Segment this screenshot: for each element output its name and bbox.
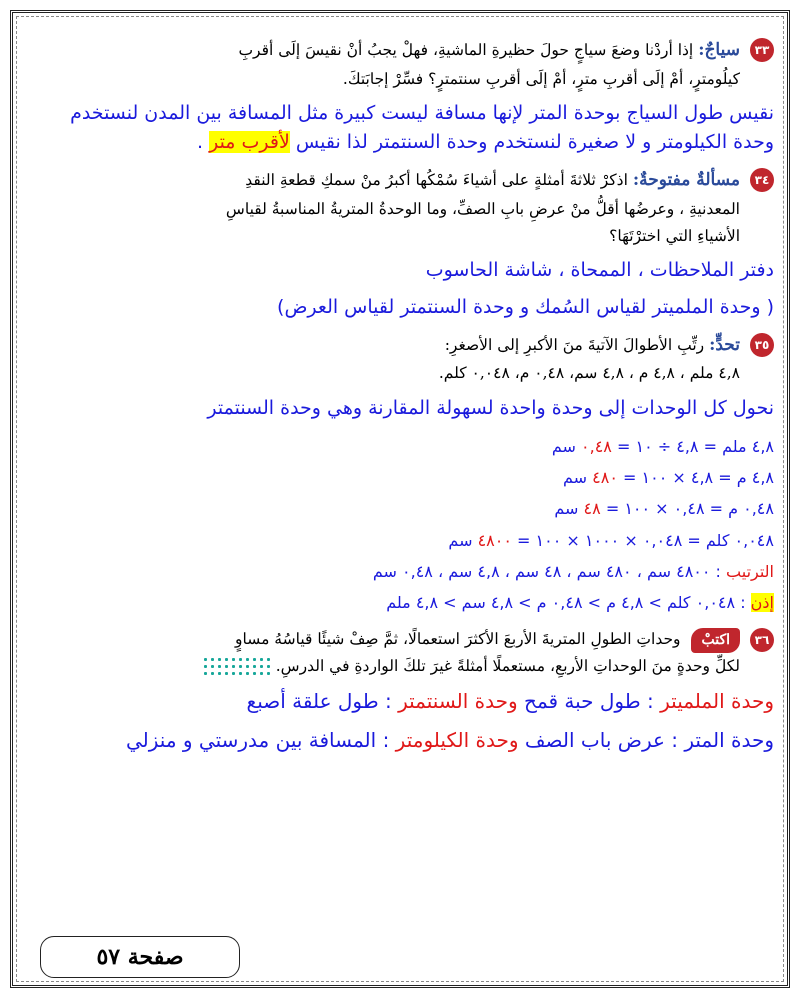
conversion-line: [26, 462, 774, 493]
worksheet-content: [26, 36, 774, 764]
unit-name: وحدة المتر: [684, 728, 774, 753]
conversion-line: [26, 493, 774, 524]
conversion-expression: ٤,٨ م = ٤,٨ × ١٠٠ =: [617, 468, 774, 488]
question-title: سياجٌ:: [698, 40, 740, 60]
write-badge: اكتبْ: [691, 628, 740, 653]
dotted-pattern-icon: [202, 656, 272, 678]
answer-35-intro: نحول كل الوحدات إلى وحدة واحدة لسهولة المقارنة وهي وحدة السنتمتر: [207, 396, 774, 419]
unit-name: وحدة الملميتر: [660, 689, 774, 714]
conversion-result: ٤٨٠: [592, 468, 618, 488]
question-number-badge: ٣٣: [750, 38, 774, 62]
conversion-line: [26, 525, 774, 556]
question-line-1: وحداتِ الطولِ المتريةَ الأربعَ الأكثرَ استعمالًا، ثمَّ صِفْ شيئًا قياسُهُ مساوٍ: [235, 630, 681, 649]
question-36: [26, 626, 774, 680]
answer-end: .: [197, 131, 210, 154]
question-line-3: الأشياءِ التي اخترْتَهَا؟: [609, 226, 740, 245]
conversion-unit: سم: [448, 530, 478, 550]
conclusion-line: [26, 587, 774, 618]
question-line-2: لكلِّ وحدةٍ منَ الوحداتِ الأربعِ، مستعملًا أمثلةً غيرَ تلكَ الواردةِ في الدرسِ.: [275, 657, 740, 676]
conversion-expression: ٤,٨ ملم = ٤,٨ ÷ ١٠ =: [611, 436, 774, 456]
question-title: تحدٍّ:: [709, 334, 740, 355]
ordering-label: الترتيب: [726, 561, 774, 581]
question-line-2: كيلُومترٍ، أمْ إلَى أقربِ مترٍ، أمْ إلَى أقربِ سنتمترٍ؟ فسِّرْ إجابَتكَ.: [342, 69, 740, 88]
conclusion-label: إذن: [750, 592, 774, 612]
conversion-result: ٠,٤٨: [581, 436, 612, 456]
conversion-unit: سم: [554, 499, 584, 519]
question-33: [26, 36, 774, 93]
ordering-text: : ٤٨٠٠ سم ، ٤٨٠ سم ، ٤٨ سم ، ٤,٨ سم ، ٠,٤٨ سم: [372, 561, 727, 581]
question-text: [26, 166, 740, 250]
conversion-unit: سم: [563, 468, 593, 488]
question-text: [26, 331, 740, 388]
conversion-result: ٤٨٠٠: [477, 530, 512, 550]
unit-example: : عرض باب الصف: [518, 728, 685, 753]
ordering-line: [26, 556, 774, 587]
question-34: [26, 166, 774, 250]
question-text: [26, 36, 740, 93]
question-number-badge: ٣٦: [750, 628, 774, 652]
question-line-1: اذكرْ ثلاثةَ أمثلةٍ على أشياءَ سُمْكُها أكبرُ منْ سمكِ قطعةِ النقدِ: [245, 170, 628, 189]
conclusion-text: : ٠,٠٤٨ كلم > ٤,٨ م > ٠,٤٨ م > ٤,٨ سم > ٤,٨ ملم: [386, 592, 751, 612]
unit-example: : المسافة بين مدرستي و منزلي: [125, 728, 396, 753]
answer-text: نقيس طول السياج بوحدة المتر لإنها مسافة ليست كبيرة مثل المسافة بين المدن لنستخدم وحدة الكيلومتر و لا صغيرة لنستخدم وحدة السنتمتر لذا نقيس: [70, 101, 774, 154]
answer-34-units: ( وحدة الملميتر لقياس السُمك و وحدة السنتمتر لقياس العرض): [277, 296, 774, 319]
answer-36-line-1: [26, 686, 774, 717]
question-number-badge: ٣٤: [750, 168, 774, 192]
question-line-2: ٤,٨ ملم ، ٤,٨ م ، ٤,٨ سم، ٠,٤٨ م، ٠,٠٤٨ كلم.: [438, 364, 740, 383]
answer-36-line-2: [26, 725, 774, 756]
page-number-box: [40, 936, 240, 978]
question-35: [26, 331, 774, 388]
conversion-result: ٤٨: [583, 499, 601, 519]
question-title: مسألةٌ مفتوحةٌ:: [632, 169, 740, 190]
page-number: صفحة ٥٧: [96, 944, 184, 970]
question-line-1: إذا أردْنا وضعَ سياجٍ حولَ حظيرةِ الماشيةِ، فهلْ يجبُ أنْ نقيسَ إلَى أقربِ: [238, 41, 694, 59]
conversion-expression: ٠,٠٤٨ كلم = ٠,٠٤٨ × ١٠٠٠ × ١٠٠ =: [511, 530, 774, 550]
answer-33: [26, 99, 774, 158]
question-line-1: رتِّبِ الأطوالَ الآتيةَ منَ الأكبرِ إلى الأصغرِ:: [444, 335, 705, 354]
conversion-unit: سم: [551, 436, 582, 456]
conversion-expression: ٠,٤٨ م = ٠,٤٨ × ١٠٠ =: [600, 499, 774, 519]
question-text: [26, 626, 740, 680]
unit-name: وحدة الكيلومتر: [395, 728, 519, 753]
question-line-2: المعدنيةِ ، وعرضُها أقلُّ منْ عرضِ بابِ الصفِّ، وما الوحدةُ المتريةُ المناسبةُ لقياسِ: [225, 199, 740, 218]
answer-34-examples: دفتر الملاحظات ، الممحاة ، شاشة الحاسوب: [425, 258, 774, 281]
unit-name: وحدة السنتمتر: [398, 689, 518, 714]
highlighted-answer: لأقرب متر: [209, 131, 290, 154]
unit-example: : طول علقة أصبع: [246, 689, 399, 714]
question-number-badge: ٣٥: [750, 333, 774, 357]
unit-example: : طول حبة قمح: [517, 689, 661, 714]
conversion-line: [26, 431, 774, 462]
